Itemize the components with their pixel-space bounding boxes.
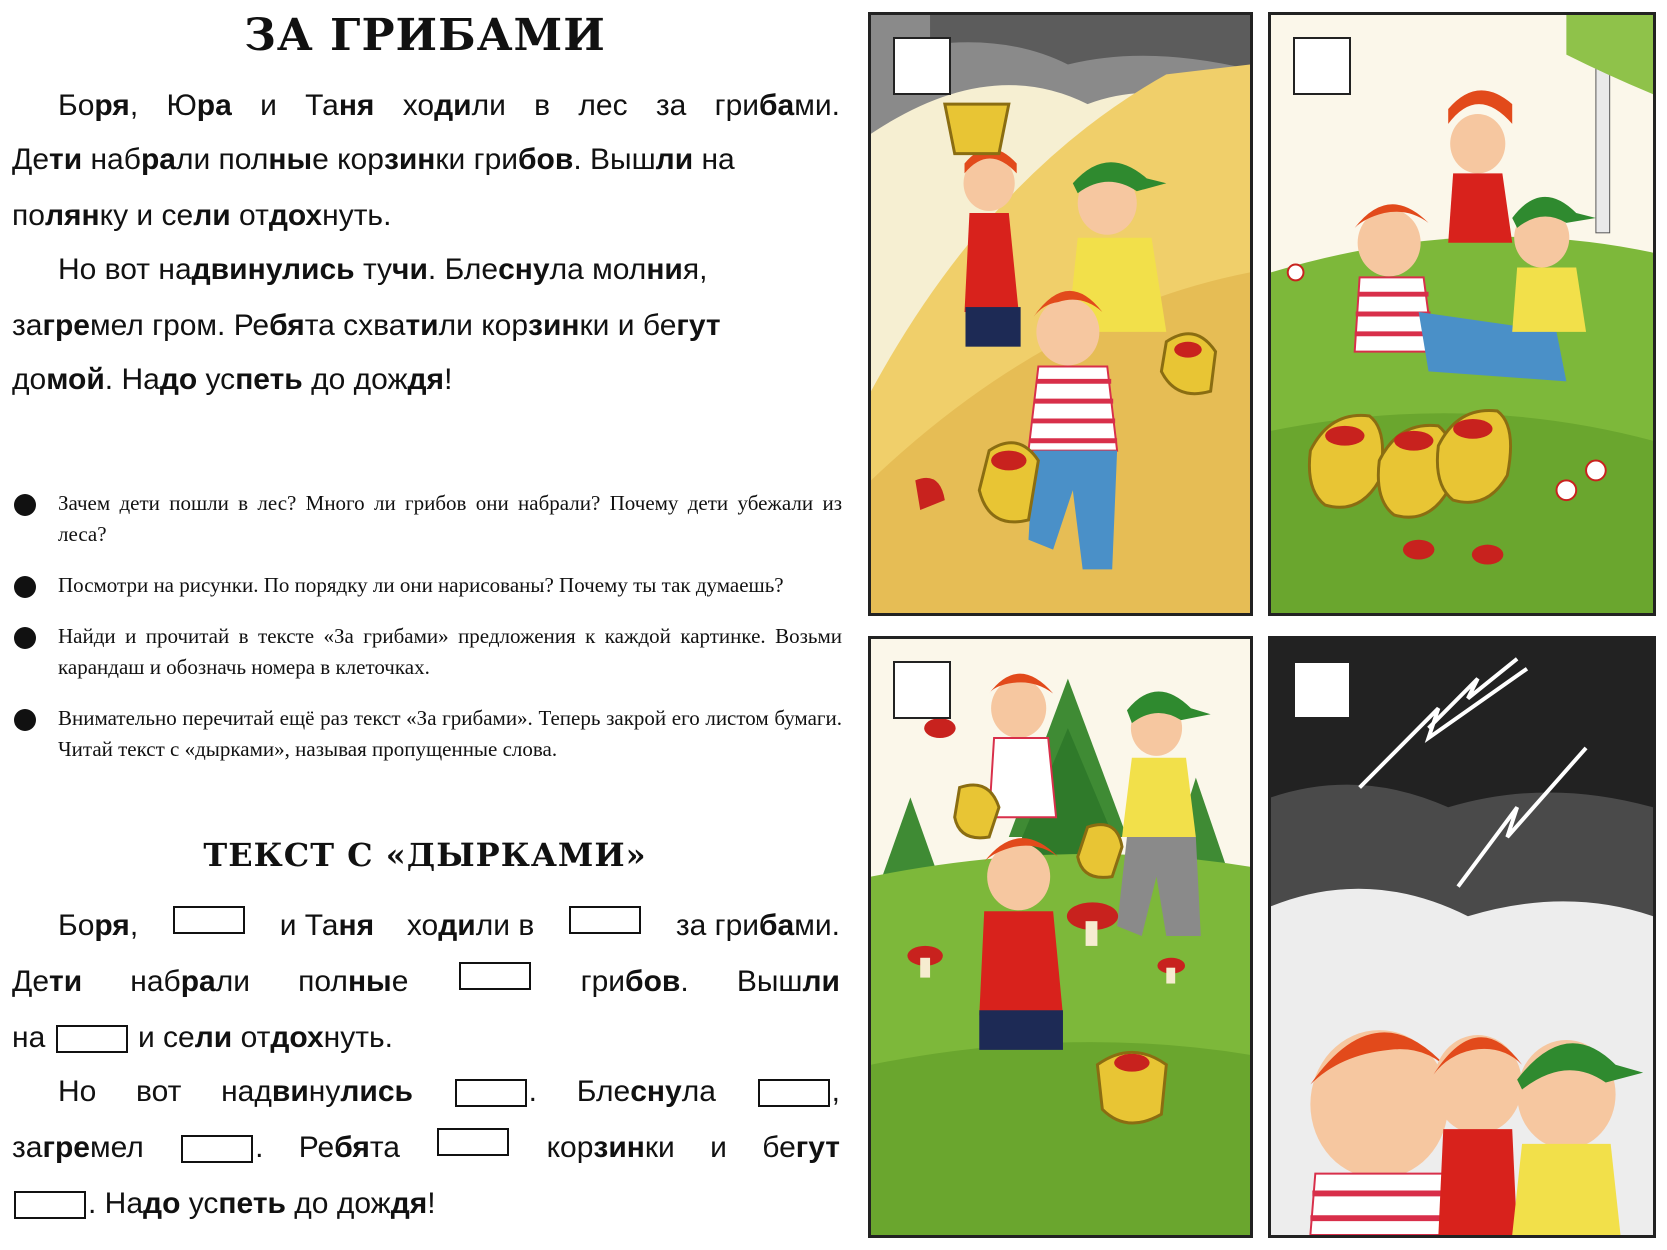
bullet-icon (14, 576, 36, 598)
thunderstorm-illustration (1271, 639, 1653, 1235)
gap-line-4: Но вот надвинулись . Блеснула , (58, 1075, 840, 1108)
question-item: Найди и прочитай в тексте «За грибами» предложения к каждой картинке. Возьми карандаш и обозначь номера в клеточках. (12, 621, 842, 683)
blank-box[interactable] (173, 906, 245, 934)
illustration-panel-3 (868, 636, 1253, 1238)
number-box[interactable] (893, 37, 951, 95)
blank-box[interactable] (459, 962, 531, 990)
story-line-2: Дети набрали полные корзинки грибов. Вышли на (12, 143, 735, 176)
bullet-icon (14, 709, 36, 731)
bullet-icon (14, 494, 36, 516)
story-line-1: Боря, Юра и Таня ходили в лес за грибами. (58, 89, 840, 122)
number-box[interactable] (1293, 37, 1351, 95)
question-item: Посмотри на рисунки. По порядку ли они нарисованы? Почему ты так думаешь? (12, 570, 842, 601)
gap-line-5: загремел . Ребята корзинки и бегут (12, 1128, 840, 1168)
question-item: Зачем дети пошли в лес? Много ли грибов они набрали? Почему дети убежали из леса? (12, 488, 842, 550)
blank-box[interactable] (569, 906, 641, 934)
story-line-6: домой. Надо успеть до дождя! (12, 363, 453, 396)
mushroom-picking-illustration (871, 639, 1250, 1235)
blank-box[interactable] (455, 1079, 527, 1107)
question-item: Внимательно перечитай ещё раз текст «За грибами». Теперь закрой его листом бумаги. Читай текст с «дырками», называя пропущенные слова. (12, 703, 842, 765)
gap-line-1: Боря, и Таня ходили в за грибами. (58, 906, 840, 946)
running-children-illustration (871, 15, 1250, 613)
story-line-5: загремел гром. Ребята схватили корзинки и бегут (12, 309, 721, 342)
gap-line-6: . Надо успеть до дождя! (12, 1184, 840, 1224)
page-title: ЗА ГРИБАМИ (244, 10, 606, 61)
blank-box[interactable] (14, 1191, 86, 1219)
number-box[interactable] (893, 661, 951, 719)
story-line-3: полянку и сели отдохнуть. (12, 199, 392, 232)
gap-line-2: Дети набрали полные грибов. Вышли (12, 962, 840, 1002)
question-list (12, 488, 842, 785)
gap-line-3: на и сели отдохнуть. (12, 1021, 393, 1054)
resting-children-illustration (1271, 15, 1653, 613)
story-line-4: Но вот надвинулись тучи. Блеснула молния, (58, 253, 708, 286)
blank-box[interactable] (758, 1079, 830, 1107)
blank-box[interactable] (181, 1135, 253, 1163)
blank-box[interactable] (56, 1025, 128, 1053)
section-title: ТЕКСТ С «ДЫРКАМИ» (203, 836, 647, 874)
blank-box[interactable] (437, 1128, 509, 1156)
illustration-panel-2 (1268, 12, 1656, 616)
number-box[interactable] (1293, 661, 1351, 719)
illustration-panel-4 (1268, 636, 1656, 1238)
bullet-icon (14, 627, 36, 649)
illustration-panel-1 (868, 12, 1253, 616)
